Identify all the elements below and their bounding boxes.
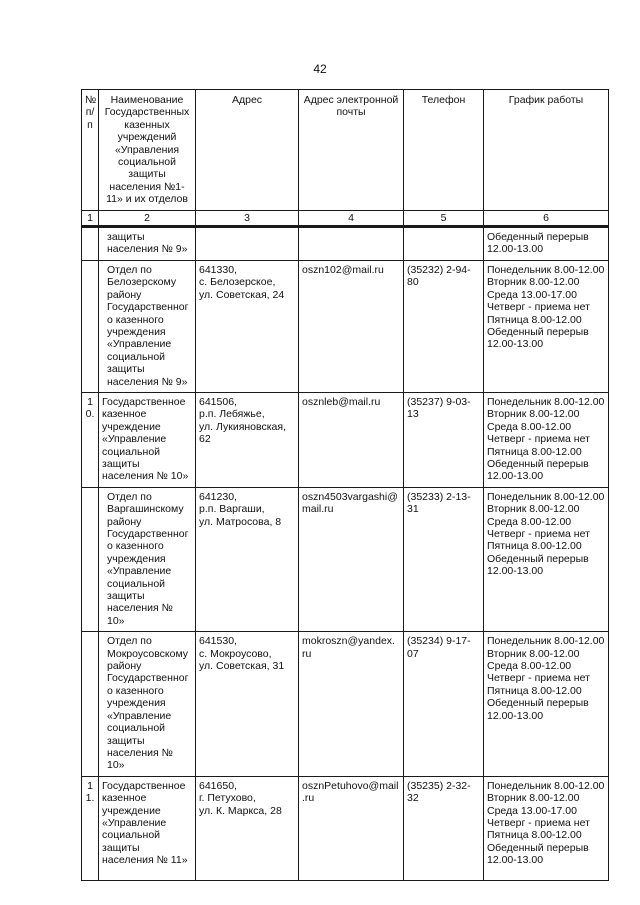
phone: (35232) 2-94- 80 — [404, 260, 484, 392]
column-number: 2 — [99, 210, 196, 226]
address: 641650, г. Петухово, ул. К. Маркса, 28 — [196, 776, 299, 880]
address — [196, 227, 299, 261]
schedule: Понедельник 8.00-12.00 Вторник 8.00-12.00 Среда 8.00-12.00 Четверг - приема нет Пятница 8.00-12.00 Обеденный перерыв 12.00-13.00 — [484, 632, 609, 776]
institution-name: Отдел по Мокроусовскому району Государственног о казенного учреждения «Управление социальной защиты населения № 10» — [99, 632, 196, 776]
address: 641330, с. Белозерское, ул. Советская, 24 — [196, 260, 299, 392]
header-email: Адрес электронной почты — [299, 90, 404, 211]
schedule: Понедельник 8.00-12.00 Вторник 8.00-12.00 Среда 13.00-17.00 Четверг - приема нет Пятница 8.00-12.00 Обеденный перерыв 12.00-13.00 — [484, 776, 609, 880]
email: oszn102@mail.ru — [299, 260, 404, 392]
column-number: 1 — [82, 210, 99, 226]
table-row — [82, 392, 609, 487]
table-row — [82, 776, 609, 880]
address: 641530, с. Мокроусово, ул. Советская, 31 — [196, 632, 299, 776]
phone: (35235) 2-32- 32 — [404, 776, 484, 880]
header-phone: Телефон — [404, 90, 484, 211]
table-header-row — [82, 90, 609, 211]
phone — [404, 227, 484, 261]
row-number — [82, 260, 99, 392]
header-name: Наименование Государственных казенных учреждений «Управления социальной защиты населения №1-11» и их отделов — [99, 90, 196, 211]
header-number: № п/п — [82, 90, 99, 211]
column-number: 4 — [299, 210, 404, 226]
institution-name: защиты населения № 9» — [99, 227, 196, 261]
email: oszn4503vargashi@ mail.ru — [299, 487, 404, 631]
row-number — [82, 632, 99, 776]
row-number — [82, 487, 99, 631]
phone: (35234) 9-17- 07 — [404, 632, 484, 776]
email: osznPetuhovo@mail .ru — [299, 776, 404, 880]
institution-name: Отдел по Варгашинскому району Государственног о казенного учреждения «Управление социальной защиты населения № 10» — [99, 487, 196, 631]
page-number: 42 — [313, 62, 327, 76]
schedule: Обеденный перерыв 12.00-13.00 — [484, 227, 609, 261]
schedule: Понедельник 8.00-12.00 Вторник 8.00-12.00 Среда 8.00-12.00 Четверг - приема нет Пятница 8.00-12.00 Обеденный перерыв 12.00-13.00 — [484, 487, 609, 631]
phone: (35237) 9-03- 13 — [404, 392, 484, 487]
address: 641506, р.п. Лебяжье, ул. Лукияновская, 62 — [196, 392, 299, 487]
institutions-table — [81, 89, 609, 881]
email — [299, 227, 404, 261]
address: 641230, р.п. Варгаши, ул. Матросова, 8 — [196, 487, 299, 631]
schedule: Понедельник 8.00-12.00 Вторник 8.00-12.00 Среда 13.00-17.00 Четверг - приема нет Пятница 8.00-12.00 Обеденный перерыв 12.00-13.00 — [484, 260, 609, 392]
schedule: Понедельник 8.00-12.00 Вторник 8.00-12.00 Среда 8.00-12.00 Четверг - приема нет Пятница 8.00-12.00 Обеденный перерыв 12.00-13.00 — [484, 392, 609, 487]
row-number — [82, 227, 99, 261]
institution-name: Государственное казенное учреждение «Управление социальной защиты населения № 11» — [99, 776, 196, 880]
phone: (35233) 2-13- 31 — [404, 487, 484, 631]
email: osznleb@mail.ru — [299, 392, 404, 487]
table-row — [82, 487, 609, 631]
email: mokroszn@yandex. ru — [299, 632, 404, 776]
institution-name: Отдел по Белозерскому району Государственног о казенного учреждения «Управление социальной защиты населения № 9» — [99, 260, 196, 392]
column-number: 6 — [484, 210, 609, 226]
row-number: 11. — [82, 776, 99, 880]
table-row — [82, 227, 609, 261]
institution-name: Государственное казенное учреждение «Управление социальной защиты населения № 10» — [99, 392, 196, 487]
table-row — [82, 260, 609, 392]
column-number: 3 — [196, 210, 299, 226]
column-number: 5 — [404, 210, 484, 226]
row-number: 10. — [82, 392, 99, 487]
column-number-row — [82, 210, 609, 226]
header-address: Адрес — [196, 90, 299, 211]
table-row — [82, 632, 609, 776]
header-schedule: График работы — [484, 90, 609, 211]
